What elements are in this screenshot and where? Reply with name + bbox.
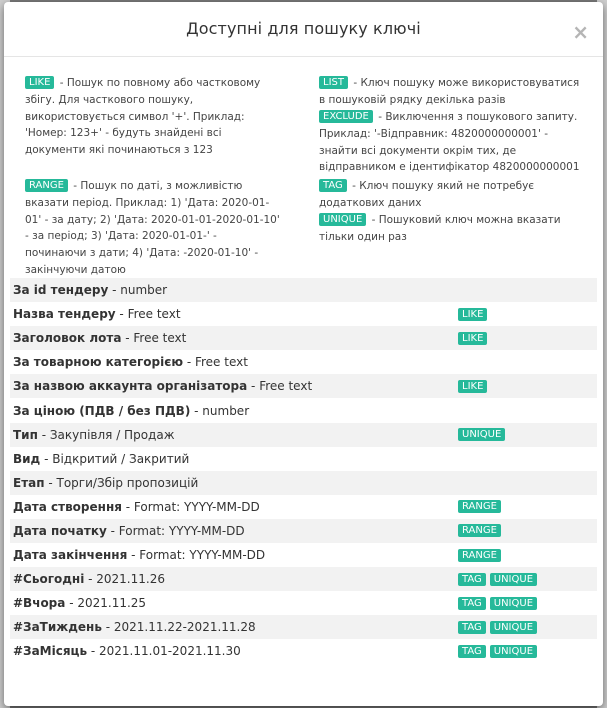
badge-range: RANGE [25, 179, 68, 192]
table-row [10, 495, 597, 519]
row-description: - Format: YYYY-MM-DD [121, 499, 260, 514]
row-badges [458, 380, 487, 393]
row-label [13, 428, 175, 442]
row-key: #ЗаМісяць [13, 644, 88, 659]
legend-range [25, 178, 280, 279]
badge-unique: UNIQUE [319, 213, 366, 226]
badge-tag: TAG [458, 645, 486, 658]
row-description: - number [108, 283, 168, 298]
table-row [10, 615, 597, 639]
legend-unique-text: - Пошуковий ключ можна вказати тільки один раз [319, 214, 561, 243]
row-badges [458, 597, 537, 610]
row-key: Назва тендеру [13, 307, 116, 322]
row-description: - 2021.11.01-2021.11.30 [87, 644, 241, 659]
legend-exclude [319, 109, 585, 176]
row-label [13, 620, 256, 634]
row-label [13, 307, 181, 321]
badge-like: LIKE [458, 308, 487, 321]
close-button[interactable]: × [572, 20, 589, 44]
row-label [13, 524, 245, 538]
row-key: #ЗаТиждень [13, 620, 102, 635]
row-badges [458, 621, 537, 634]
legend-like [25, 75, 280, 159]
row-key: Етап [13, 475, 45, 490]
row-description: - 2021.11.26 [84, 572, 165, 587]
row-key: #Вчора [13, 596, 66, 611]
row-description: - 2021.11.22-2021.11.28 [101, 620, 256, 635]
row-label [13, 476, 198, 490]
modal-title: Доступні для пошуку ключі [186, 19, 421, 38]
row-badges [458, 500, 501, 513]
badge-range: RANGE [458, 500, 501, 513]
row-badges [458, 573, 537, 586]
row-description: - number [190, 403, 250, 418]
legend-exclude-text: - Виключення з пошукового запиту. Приклад: '-Відправник: 4820000000001' - знайти всі документи окрім тих, де відправником е ідентифікатор 4820000000001 [319, 111, 580, 174]
badge-unique: UNIQUE [490, 597, 537, 610]
row-label [13, 355, 248, 369]
row-description: - Закупівля / Продаж [37, 427, 175, 442]
row-label [13, 379, 312, 393]
row-badges [458, 428, 505, 441]
row-description: - 2021.11.25 [65, 596, 147, 611]
legend-tag [319, 178, 585, 212]
row-description: - Відкритий / Закритий [40, 451, 190, 466]
table-row [10, 350, 597, 374]
badge-tag: TAG [319, 179, 347, 192]
row-label [13, 452, 189, 466]
badge-unique: UNIQUE [458, 428, 505, 441]
row-description: - Free text [121, 331, 187, 346]
badge-unique: UNIQUE [490, 645, 537, 658]
table-row [10, 639, 597, 663]
row-description: - Format: YYYY-MM-DD [106, 523, 245, 538]
legend-list [319, 75, 585, 109]
row-label [13, 644, 241, 658]
row-description: - Free text [247, 379, 313, 394]
search-keys-modal [4, 2, 603, 706]
row-key: За назвою аккаунта організатора [13, 379, 248, 394]
row-key: #Сьогодні [13, 572, 85, 587]
badge-range: RANGE [458, 524, 501, 537]
row-badges [458, 308, 487, 321]
row-description: - Free text [183, 355, 248, 370]
badge-unique: UNIQUE [490, 573, 537, 586]
row-key: За ціною (ПДВ / без ПДВ) [13, 403, 191, 418]
row-key: За товарною категорією [13, 355, 183, 370]
row-label [13, 572, 165, 586]
legend-tag-text: - Ключ пошуку який не потребує додаткових даних [319, 180, 535, 209]
badge-tag: TAG [458, 621, 486, 634]
row-key: Дата створення [13, 499, 122, 514]
row-key: Дата початку [13, 523, 107, 538]
badge-like: LIKE [25, 76, 54, 89]
row-key: Тип [13, 427, 38, 442]
row-badges [458, 332, 487, 345]
row-label [13, 404, 249, 418]
legend-list-text: - Ключ пошуку може використовуватися в пошуковій рядку декілька разів [319, 77, 580, 106]
table-row [10, 543, 597, 567]
row-label [13, 596, 146, 610]
row-key: Заголовок лота [13, 331, 122, 346]
row-description: - Format: YYYY-MM-DD [127, 548, 266, 563]
badge-tag: TAG [458, 573, 486, 586]
row-label [13, 283, 167, 297]
row-label [13, 548, 265, 562]
row-key: Вид [13, 451, 41, 466]
table-row [10, 302, 597, 326]
search-keys-table [10, 278, 597, 664]
table-row [10, 374, 597, 398]
badge-unique: UNIQUE [490, 621, 537, 634]
legend-like-text: - Пошук по повному або частковому збігу. Для часткового пошуку, використовується символ '+'. Приклад: 'Номер: 123+' - будуть знайдені всі документи які починаються з 123 [25, 77, 261, 157]
badge-like: LIKE [458, 380, 487, 393]
row-badges [458, 549, 501, 562]
badge-range: RANGE [458, 549, 501, 562]
table-row [10, 423, 597, 447]
badge-tag: TAG [458, 597, 486, 610]
row-description: - Free text [115, 307, 181, 322]
table-row [10, 519, 597, 543]
row-key: Дата закінчення [13, 548, 128, 563]
row-badges [458, 645, 537, 658]
row-key: За id тендеру [13, 283, 109, 298]
table-row [10, 567, 597, 591]
legend-unique [319, 212, 585, 246]
badge-exclude: EXCLUDE [319, 110, 373, 123]
table-row [10, 278, 597, 302]
table-row [10, 447, 597, 471]
table-row [10, 471, 597, 495]
legend-range-text: - Пошук по даті, з можливістю вказати період. Приклад: 1) 'Дата: 2020-01-01' - за дату; 2) 'Дата: 2020-01-01-2020-01-10' - за період; 3) 'Дата: 2020-01-01-' - починаючи з дати; 4) 'Дата: -2020-01-10' - закінчуючи датою [25, 180, 280, 276]
legend [4, 57, 603, 276]
badge-list: LIST [319, 76, 348, 89]
table-row [10, 591, 597, 615]
modal-header [4, 2, 603, 57]
row-label [13, 500, 260, 514]
row-description: - Торги/Збір пропозицій [44, 475, 199, 490]
badge-like: LIKE [458, 332, 487, 345]
row-badges [458, 524, 501, 537]
table-row [10, 326, 597, 350]
table-row [10, 398, 597, 422]
row-label [13, 331, 186, 345]
